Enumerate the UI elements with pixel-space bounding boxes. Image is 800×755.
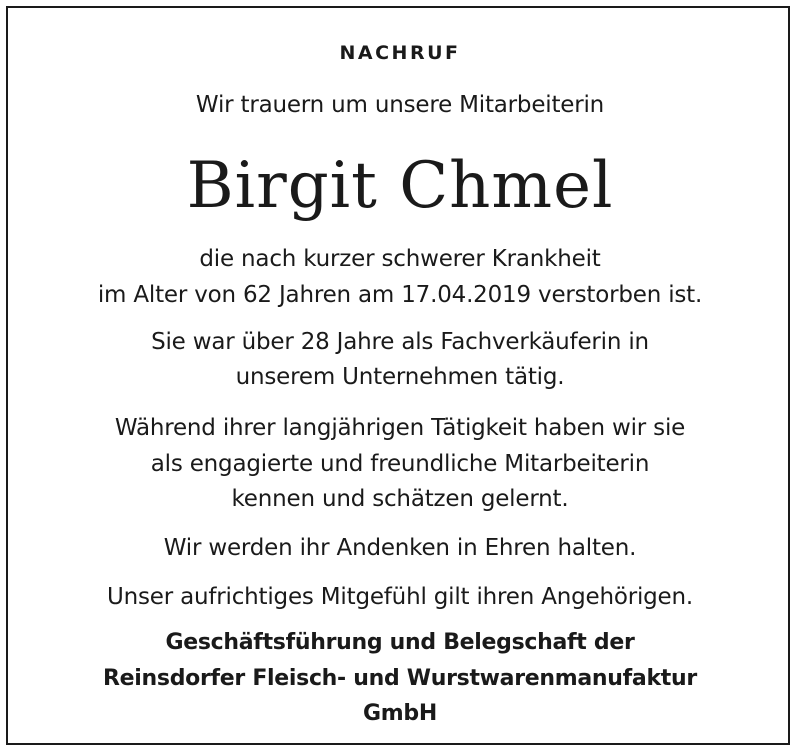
signature-line-2: Reinsdorfer Fleisch- und Wurstwarenmanufaktur [103, 666, 697, 691]
appreciation-line-3: kennen und schätzen gelernt. [231, 486, 569, 512]
signature-line-3: GmbH [363, 701, 437, 726]
appreciation-line-2: als engagierte und freundliche Mitarbeiterin [150, 451, 650, 477]
remembrance-text: Wir werden ihr Andenken in Ehren halten. [163, 535, 637, 561]
death-line-2: im Alter von 62 Jahren am 17.04.2019 verstorben ist. [97, 282, 703, 308]
condolence-text: Unser aufrichtiges Mitgefühl gilt ihren Angehörigen. [106, 584, 694, 610]
deceased-name: Birgit Chmel [186, 149, 614, 223]
career-line-2: unserem Unternehmen tätig. [235, 364, 565, 390]
death-line-1: die nach kurzer schwerer Krankheit [199, 246, 601, 272]
signature-line-1: Geschäftsführung und Belegschaft der [165, 630, 635, 655]
intro-text: Wir trauern um unsere Mitarbeiterin [195, 92, 605, 118]
career-line-1: Sie war über 28 Jahre als Fachverkäuferin in [151, 329, 649, 355]
notice-heading: NACHRUF [339, 42, 461, 64]
appreciation-line-1: Während ihrer langjährigen Tätigkeit haben wir sie [114, 415, 686, 441]
